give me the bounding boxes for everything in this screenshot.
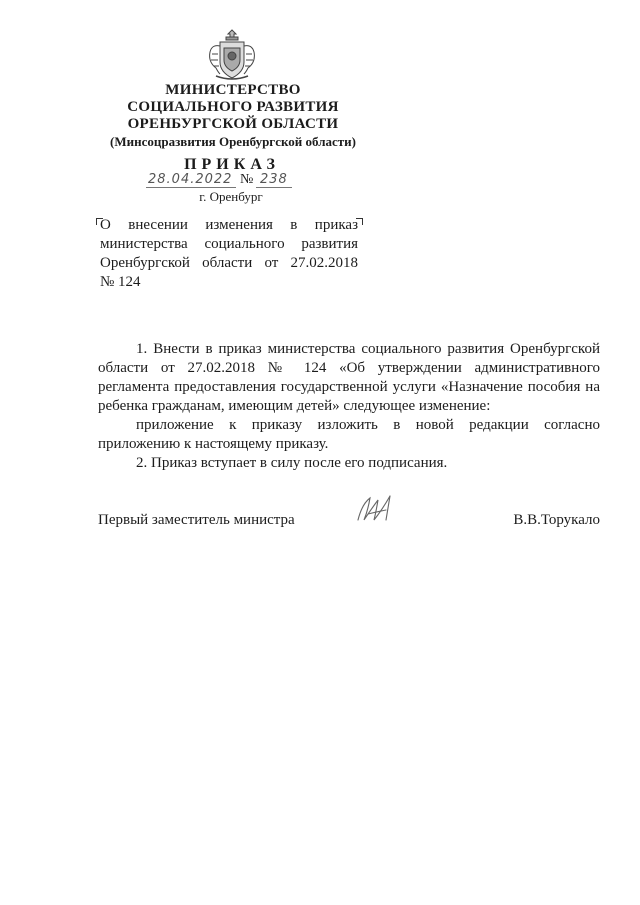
subject-line: министерства социального развития (100, 236, 358, 252)
document-body (98, 340, 600, 473)
document-city: г. Оренбург (199, 189, 263, 204)
ministry-short-name: (Минсоцразвития Оренбургской области) (110, 134, 356, 149)
body-paragraph-3: 2. Приказ вступает в силу после его подписания. (136, 455, 448, 471)
ministry-title-line3: ОРЕНБУРГСКОЙ ОБЛАСТИ (127, 116, 339, 132)
number-sign: № (240, 172, 254, 187)
body-paragraph-2: приложение к приказу изложить в новой редакции согласно приложению к настоящему приказу. (98, 417, 600, 452)
document-type: ПРИКАЗ (184, 156, 280, 173)
ministry-header (90, 82, 376, 150)
document-number: 238 (260, 172, 288, 187)
signatory-name: В.В.Торукало (513, 512, 600, 528)
handwritten-signature (350, 490, 410, 530)
document-subject (100, 216, 358, 292)
subject-line: Оренбургской области от 27.02.2018 (100, 255, 358, 271)
document-date: 28.04.2022 (148, 172, 233, 187)
ministry-title-line2: СОЦИАЛЬНОГО РАЗВИТИЯ (127, 99, 339, 115)
subject-line: № 124 (100, 274, 141, 290)
subject-line: О внесении изменения в приказ (100, 217, 358, 233)
signatory-position: Первый заместитель министра (98, 512, 295, 528)
document-date-number (146, 172, 296, 190)
body-paragraph-1: 1. Внести в приказ министерства социального развития Оренбургской области от 27.02.2018 № 124 «Об утверждении административного регламента предоставления государственной услуги «Назначение пособия на ребенка гражданам, имеющим детей» следующее изменение: (98, 341, 600, 414)
ministry-title-line1: МИНИСТЕРСТВО (165, 82, 301, 98)
coat-of-arms-icon (206, 28, 258, 82)
